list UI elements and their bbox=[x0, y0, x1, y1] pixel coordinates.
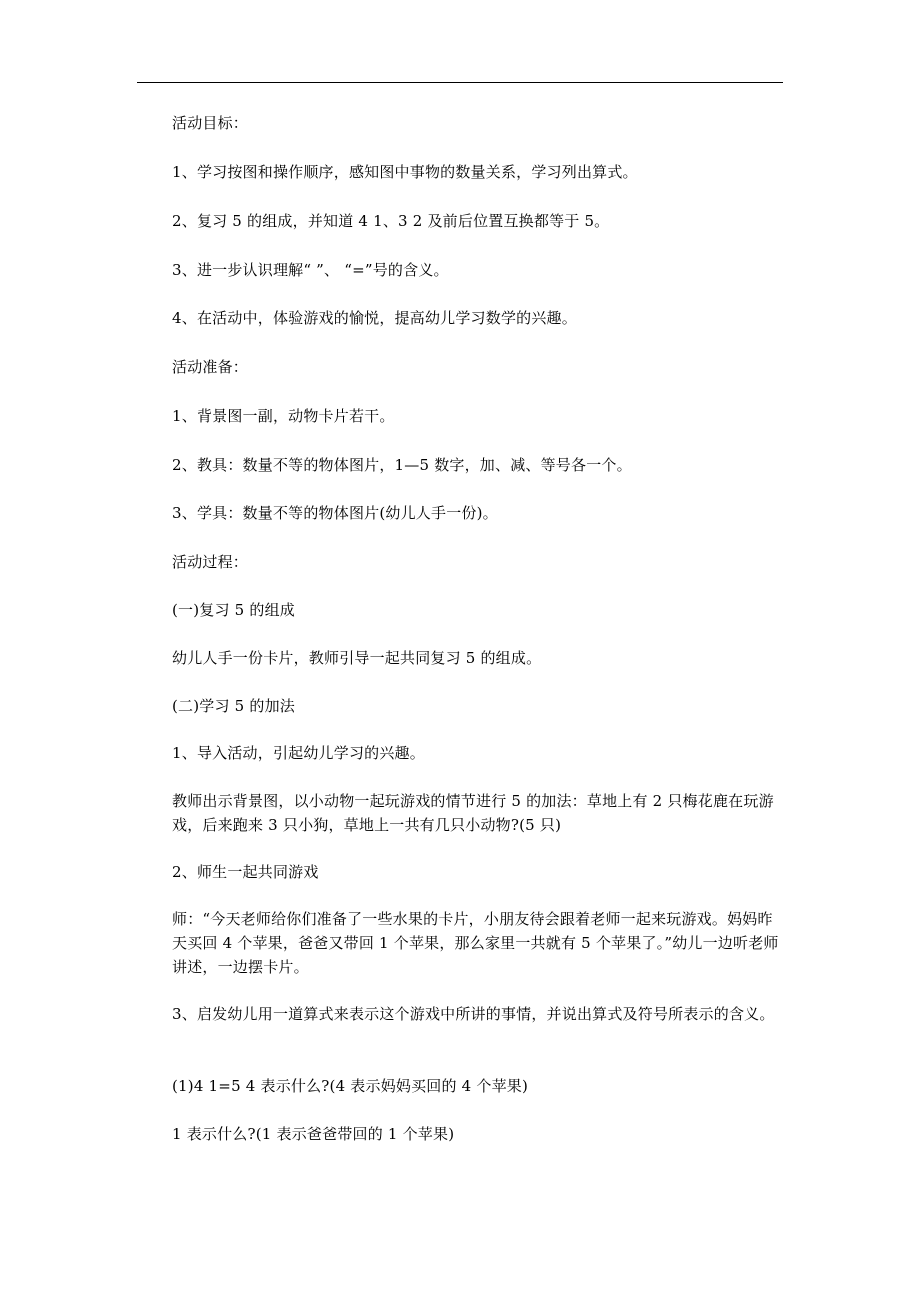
paragraph: 1、背景图一副，动物卡片若干。 bbox=[172, 407, 395, 425]
paragraph: 4、在活动中，体验游戏的愉悦，提高幼儿学习数学的兴趣。 bbox=[172, 309, 577, 327]
paragraph: 3、启发幼儿用一道算式来表示这个游戏中所讲的事情，并说出算式及符号所表示的含义。 bbox=[172, 1005, 775, 1023]
paragraph: 3、进一步认识理解“ ”、 “=”号的含义。 bbox=[172, 261, 449, 279]
paragraph: 2、师生一起共同游戏 bbox=[172, 863, 319, 881]
paragraph: 1、学习按图和操作顺序，感知图中事物的数量关系，学习列出算式。 bbox=[172, 163, 638, 181]
paragraph: 1 表示什么?(1 表示爸爸带回的 1 个苹果) bbox=[172, 1125, 455, 1143]
paragraph: 幼儿人手一份卡片，教师引导一起共同复习 5 的组成。 bbox=[172, 649, 542, 667]
paragraph: 师：“今天老师给你们准备了一些水果的卡片，小朋友待会跟着老师一起来玩游戏。妈妈昨天买回 4 个苹果，爸爸又带回 1 个苹果，那么家里一共就有 5 个苹果了。”幼儿一边听老师讲述，一边摆卡片。 bbox=[172, 910, 779, 976]
section-heading-goals: 活动目标： bbox=[172, 114, 249, 132]
paragraph: 3、学具：数量不等的物体图片(幼儿人手一份)。 bbox=[172, 504, 498, 522]
paragraph: 教师出示背景图，以小动物一起玩游戏的情节进行 5 的加法：草地上有 2 只梅花鹿在玩游戏，后来跑来 3 只小狗，草地上一共有几只小动物?(5 只) bbox=[172, 792, 774, 834]
section-heading-process: 活动过程： bbox=[172, 553, 249, 571]
paragraph: 2、教具：数量不等的物体图片，1—5 数字，加、减、等号各一个。 bbox=[172, 456, 632, 474]
subsection-heading: (二)学习 5 的加法 bbox=[172, 697, 295, 715]
paragraph: 2、复习 5 的组成，并知道 4 1、3 2 及前后位置互换都等于 5。 bbox=[172, 212, 610, 230]
paragraph: (1)4 1=5 4 表示什么?(4 表示妈妈买回的 4 个苹果) bbox=[172, 1077, 529, 1095]
subsection-heading: (一)复习 5 的组成 bbox=[172, 601, 295, 619]
section-heading-preparation: 活动准备： bbox=[172, 358, 249, 376]
paragraph: 1、导入活动，引起幼儿学习的兴趣。 bbox=[172, 744, 425, 762]
